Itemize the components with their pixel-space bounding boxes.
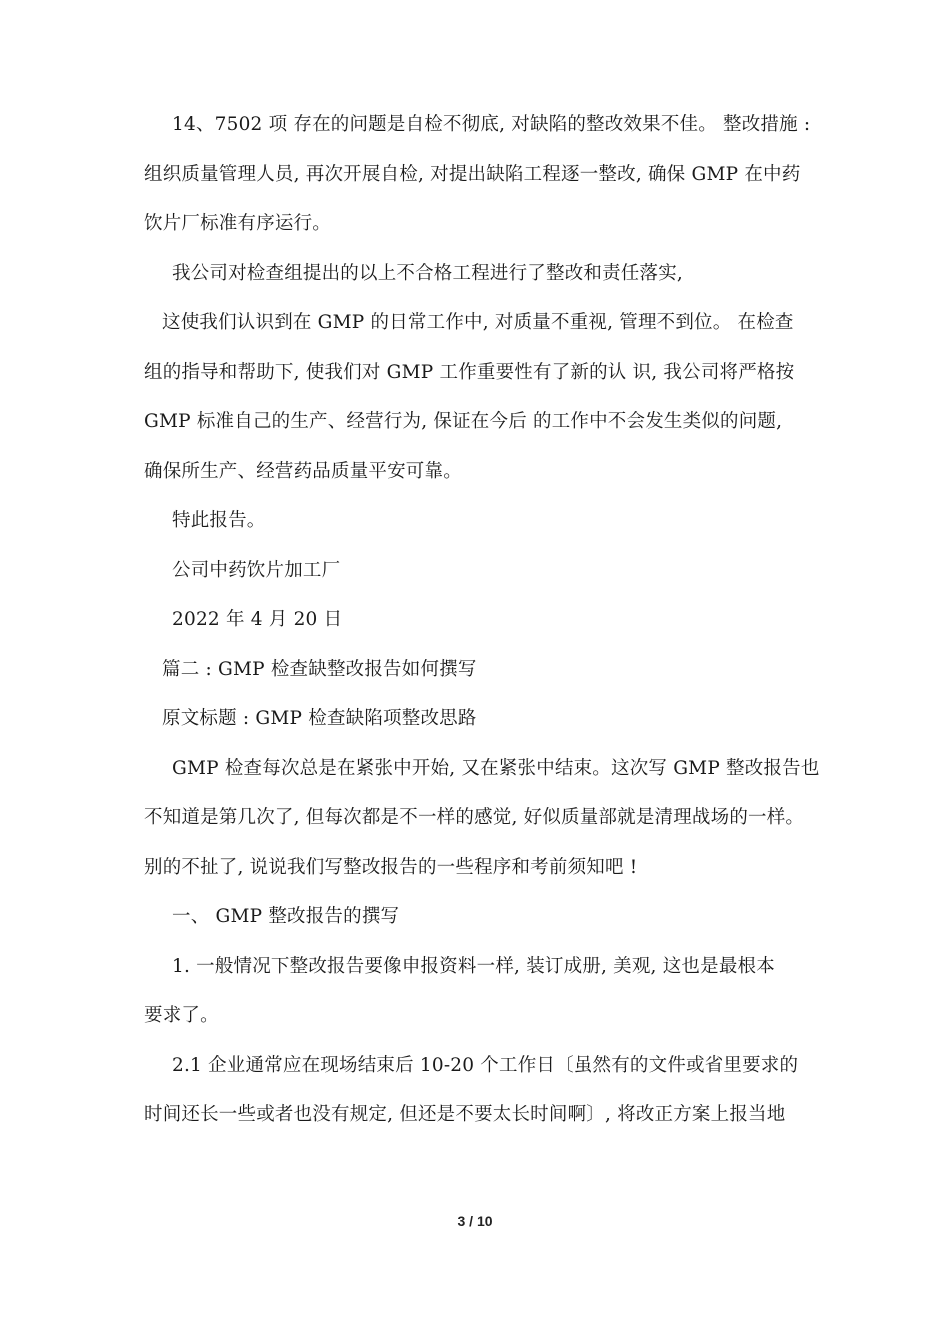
text-line: 这使我们认识到在 GMP 的日常工作中, 对质量不重视, 管理不到位。 在检查 [162,312,794,333]
text-line: 要求了。 [144,1005,219,1026]
signature-company: 公司中药饮片加工厂 [172,560,341,581]
original-title: 原文标题 : GMP 检查缺陷项整改思路 [162,708,477,729]
text-line: 确保所生产、经营药品质量平安可靠。 [144,461,462,482]
page-number: 3 / 10 [457,1213,493,1229]
text-line: 组的指导和帮助下, 使我们对 GMP 工作重要性有了新的认 识, 我公司将严格按 [144,362,795,383]
text-line: 1. 一般情况下整改报告要像申报资料一样, 装订成册, 美观, 这也是最根本 [172,956,775,977]
text-line: 别的不扯了, 说说我们写整改报告的一些程序和考前须知吧 ! [144,857,638,878]
section-heading: 篇二 : GMP 检查缺整改报告如何撰写 [162,659,477,680]
text-line: 不知道是第几次了, 但每次都是不一样的感觉, 好似质量部就是清理战场的一样。 [144,807,805,828]
text-line: 我公司对检查组提出的以上不合格工程进行了整改和责任落实, [172,263,683,284]
text-line: 饮片厂标准有序运行。 [144,213,332,234]
text-line: 特此报告。 [172,510,266,531]
text-line: 14、7502 项 存在的问题是自检不彻底, 对缺陷的整改效果不佳。 整改措施 : [172,114,811,135]
text-line: GMP 标准自己的生产、经营行为, 保证在今后 的工作中不会发生类似的问题, [144,411,783,432]
text-line: 时间还长一些或者也没有规定, 但还是不要太长时间啊〕, 将改正方案上报当地 [144,1104,786,1125]
text-line: 组织质量管理人员, 再次开展自检, 对提出缺陷工程逐一整改, 确保 GMP 在中药 [144,164,801,185]
text-line: 2.1 企业通常应在现场结束后 10-20 个工作日〔虽然有的文件或省里要求的 [172,1055,799,1076]
text-line: GMP 检查每次总是在紧张中开始, 又在紧张中结束。这次写 GMP 整改报告也 [172,758,820,779]
signature-date: 2022 年 4 月 20 日 [172,609,343,630]
subsection-heading: 一、 GMP 整改报告的撰写 [172,906,400,927]
